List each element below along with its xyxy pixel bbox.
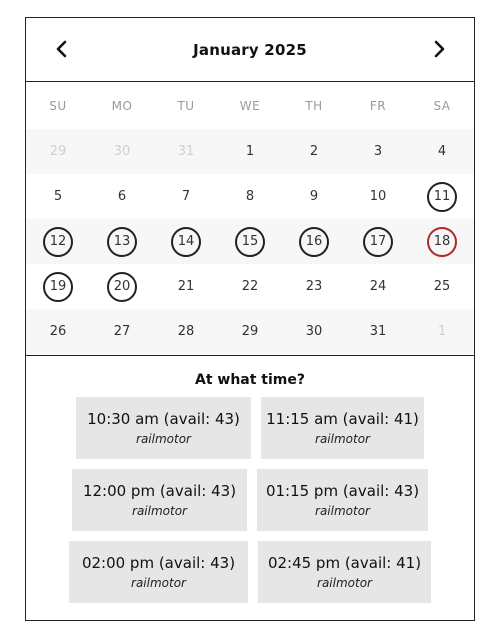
time-slot-button[interactable] [72,469,247,531]
day-cell: 4 [437,144,447,159]
calendar-header [26,18,474,82]
weekday-label: TH [305,99,323,113]
weekday-label: SA [433,99,451,113]
chevron-left-icon [55,40,69,58]
time-slot-button[interactable] [258,541,431,603]
slot-operator-label: railmotor [131,576,186,590]
week-row [26,264,474,309]
weekday-header-row [26,83,474,129]
day-cell-selected[interactable]: 18 [410,219,474,264]
day-cell: 10 [369,189,387,204]
day-cell-other-month: 1 [437,324,447,339]
time-section-heading: At what time? [194,372,305,388]
slot-operator-label: railmotor [136,432,191,446]
day-cell-other-month: 30 [113,144,131,159]
day-cell: 24 [369,279,387,294]
day-cell: 30 [305,324,323,339]
day-cell: 25 [433,279,451,294]
weekday-label: MO [111,99,133,113]
week-row [26,174,474,219]
day-cell: 7 [181,189,191,204]
slot-time-label: 10:30 am (avail: 43) [87,410,240,428]
chevron-right-icon [432,40,446,58]
date-time-picker [25,17,475,621]
section-divider [26,355,474,356]
slot-time-label: 12:00 pm (avail: 43) [82,482,237,500]
time-slot-button[interactable] [69,541,248,603]
prev-month-button[interactable] [47,34,77,64]
day-cell-available[interactable]: 15 [218,219,282,264]
slot-operator-label: railmotor [317,576,372,590]
day-cell-available[interactable]: 14 [154,219,218,264]
week-row [26,129,474,174]
day-cell: 26 [49,324,67,339]
month-title: January 2025 [193,41,307,59]
slot-operator-label: railmotor [315,432,370,446]
day-cell: 6 [117,189,127,204]
week-row [26,219,474,264]
slot-time-label: 11:15 am (avail: 41) [266,410,419,428]
slot-operator-label: railmotor [315,504,370,518]
day-cell: 31 [369,324,387,339]
slot-time-label: 01:15 pm (avail: 43) [265,482,420,500]
day-cell: 21 [177,279,195,294]
day-cell: 9 [309,189,319,204]
day-cell: 23 [305,279,323,294]
day-cell-other-month: 31 [177,144,195,159]
next-month-button[interactable] [424,34,454,64]
time-slot-button[interactable] [261,397,424,459]
day-cell-available[interactable]: 12 [26,219,90,264]
weekday-label: WE [239,99,261,113]
calendar-grid [26,83,474,354]
weekday-label: FR [369,99,387,113]
time-slot-button[interactable] [76,397,251,459]
day-cell-available[interactable]: 17 [346,219,410,264]
day-cell: 29 [241,324,259,339]
day-cell: 2 [309,144,319,159]
day-cell: 8 [245,189,255,204]
day-cell-available[interactable]: 20 [90,264,154,309]
day-cell-other-month: 29 [49,144,67,159]
day-cell: 3 [373,144,383,159]
day-cell: 28 [177,324,195,339]
weekday-label: TU [177,99,195,113]
week-row [26,309,474,354]
time-slot-button[interactable] [257,469,428,531]
day-cell-available[interactable]: 11 [410,174,474,219]
day-cell: 1 [245,144,255,159]
day-cell-available[interactable]: 13 [90,219,154,264]
day-cell-available[interactable]: 19 [26,264,90,309]
day-cell: 5 [53,189,63,204]
slot-time-label: 02:45 pm (avail: 41) [267,554,422,572]
day-cell-available[interactable]: 16 [282,219,346,264]
day-cell: 22 [241,279,259,294]
weekday-label: SU [49,99,67,113]
day-cell: 27 [113,324,131,339]
slot-operator-label: railmotor [132,504,187,518]
slot-time-label: 02:00 pm (avail: 43) [81,554,236,572]
